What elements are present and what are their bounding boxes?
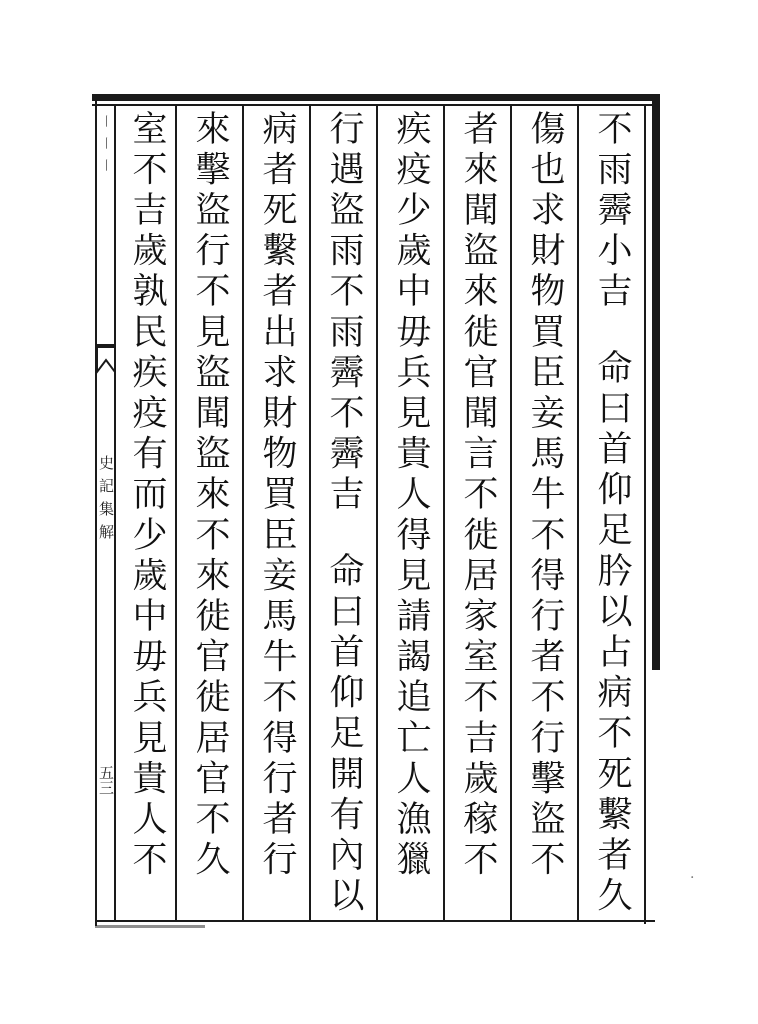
text-segment: 病者死繫者出求財物買臣妾馬牛不得行者行 (257, 110, 297, 882)
text-column (179, 110, 241, 918)
scan-speck: · (690, 870, 695, 886)
text-segment: 傷也求財物買臣妾馬牛不得行者不行擊盜不 (525, 110, 565, 882)
text-column (313, 110, 375, 918)
text-segment: 來擊盜行不見盜聞盜來不來徙官徙居官不久 (190, 110, 230, 882)
text-segment: 疾疫少歲中毋兵見貴人得見請謁追亡人漁獵 (391, 110, 431, 882)
fishtail-mark-icon (97, 344, 115, 374)
right-border-thin (644, 104, 646, 924)
column-divider (309, 106, 311, 920)
column-divider (510, 106, 512, 920)
top-border-thick (92, 94, 652, 101)
text-segment: 命曰首仰足肣以占病不死繫者久 (592, 349, 632, 918)
text-segment: 命曰首仰足開有內以 (324, 552, 364, 918)
text-segment: 不雨霽小吉 (592, 110, 632, 313)
bottom-border (95, 920, 655, 922)
column-divider (443, 106, 445, 920)
text-column (447, 110, 509, 918)
column-divider (376, 106, 378, 920)
bottom-smudge (95, 925, 205, 928)
text-segment: 室不吉歲孰民疾疫有而少歲中毋兵見貴人不 (127, 110, 167, 882)
text-segment: 者來聞盜來徙官聞言不徙居家室不吉歲稼不 (458, 110, 498, 882)
margin-decoration: 丨丨丨 (99, 115, 113, 181)
page-number: 五三 (97, 765, 115, 795)
text-column (116, 110, 178, 918)
book-title: 史記集解 (97, 455, 115, 547)
right-border-thick (652, 94, 660, 670)
text-column (380, 110, 442, 918)
text-column (514, 110, 576, 918)
text-column (246, 110, 308, 918)
text-column (581, 110, 643, 918)
column-divider (242, 106, 244, 920)
column-divider (577, 106, 579, 920)
text-segment: 行遇盜雨不雨霽不霽吉 (324, 110, 364, 516)
